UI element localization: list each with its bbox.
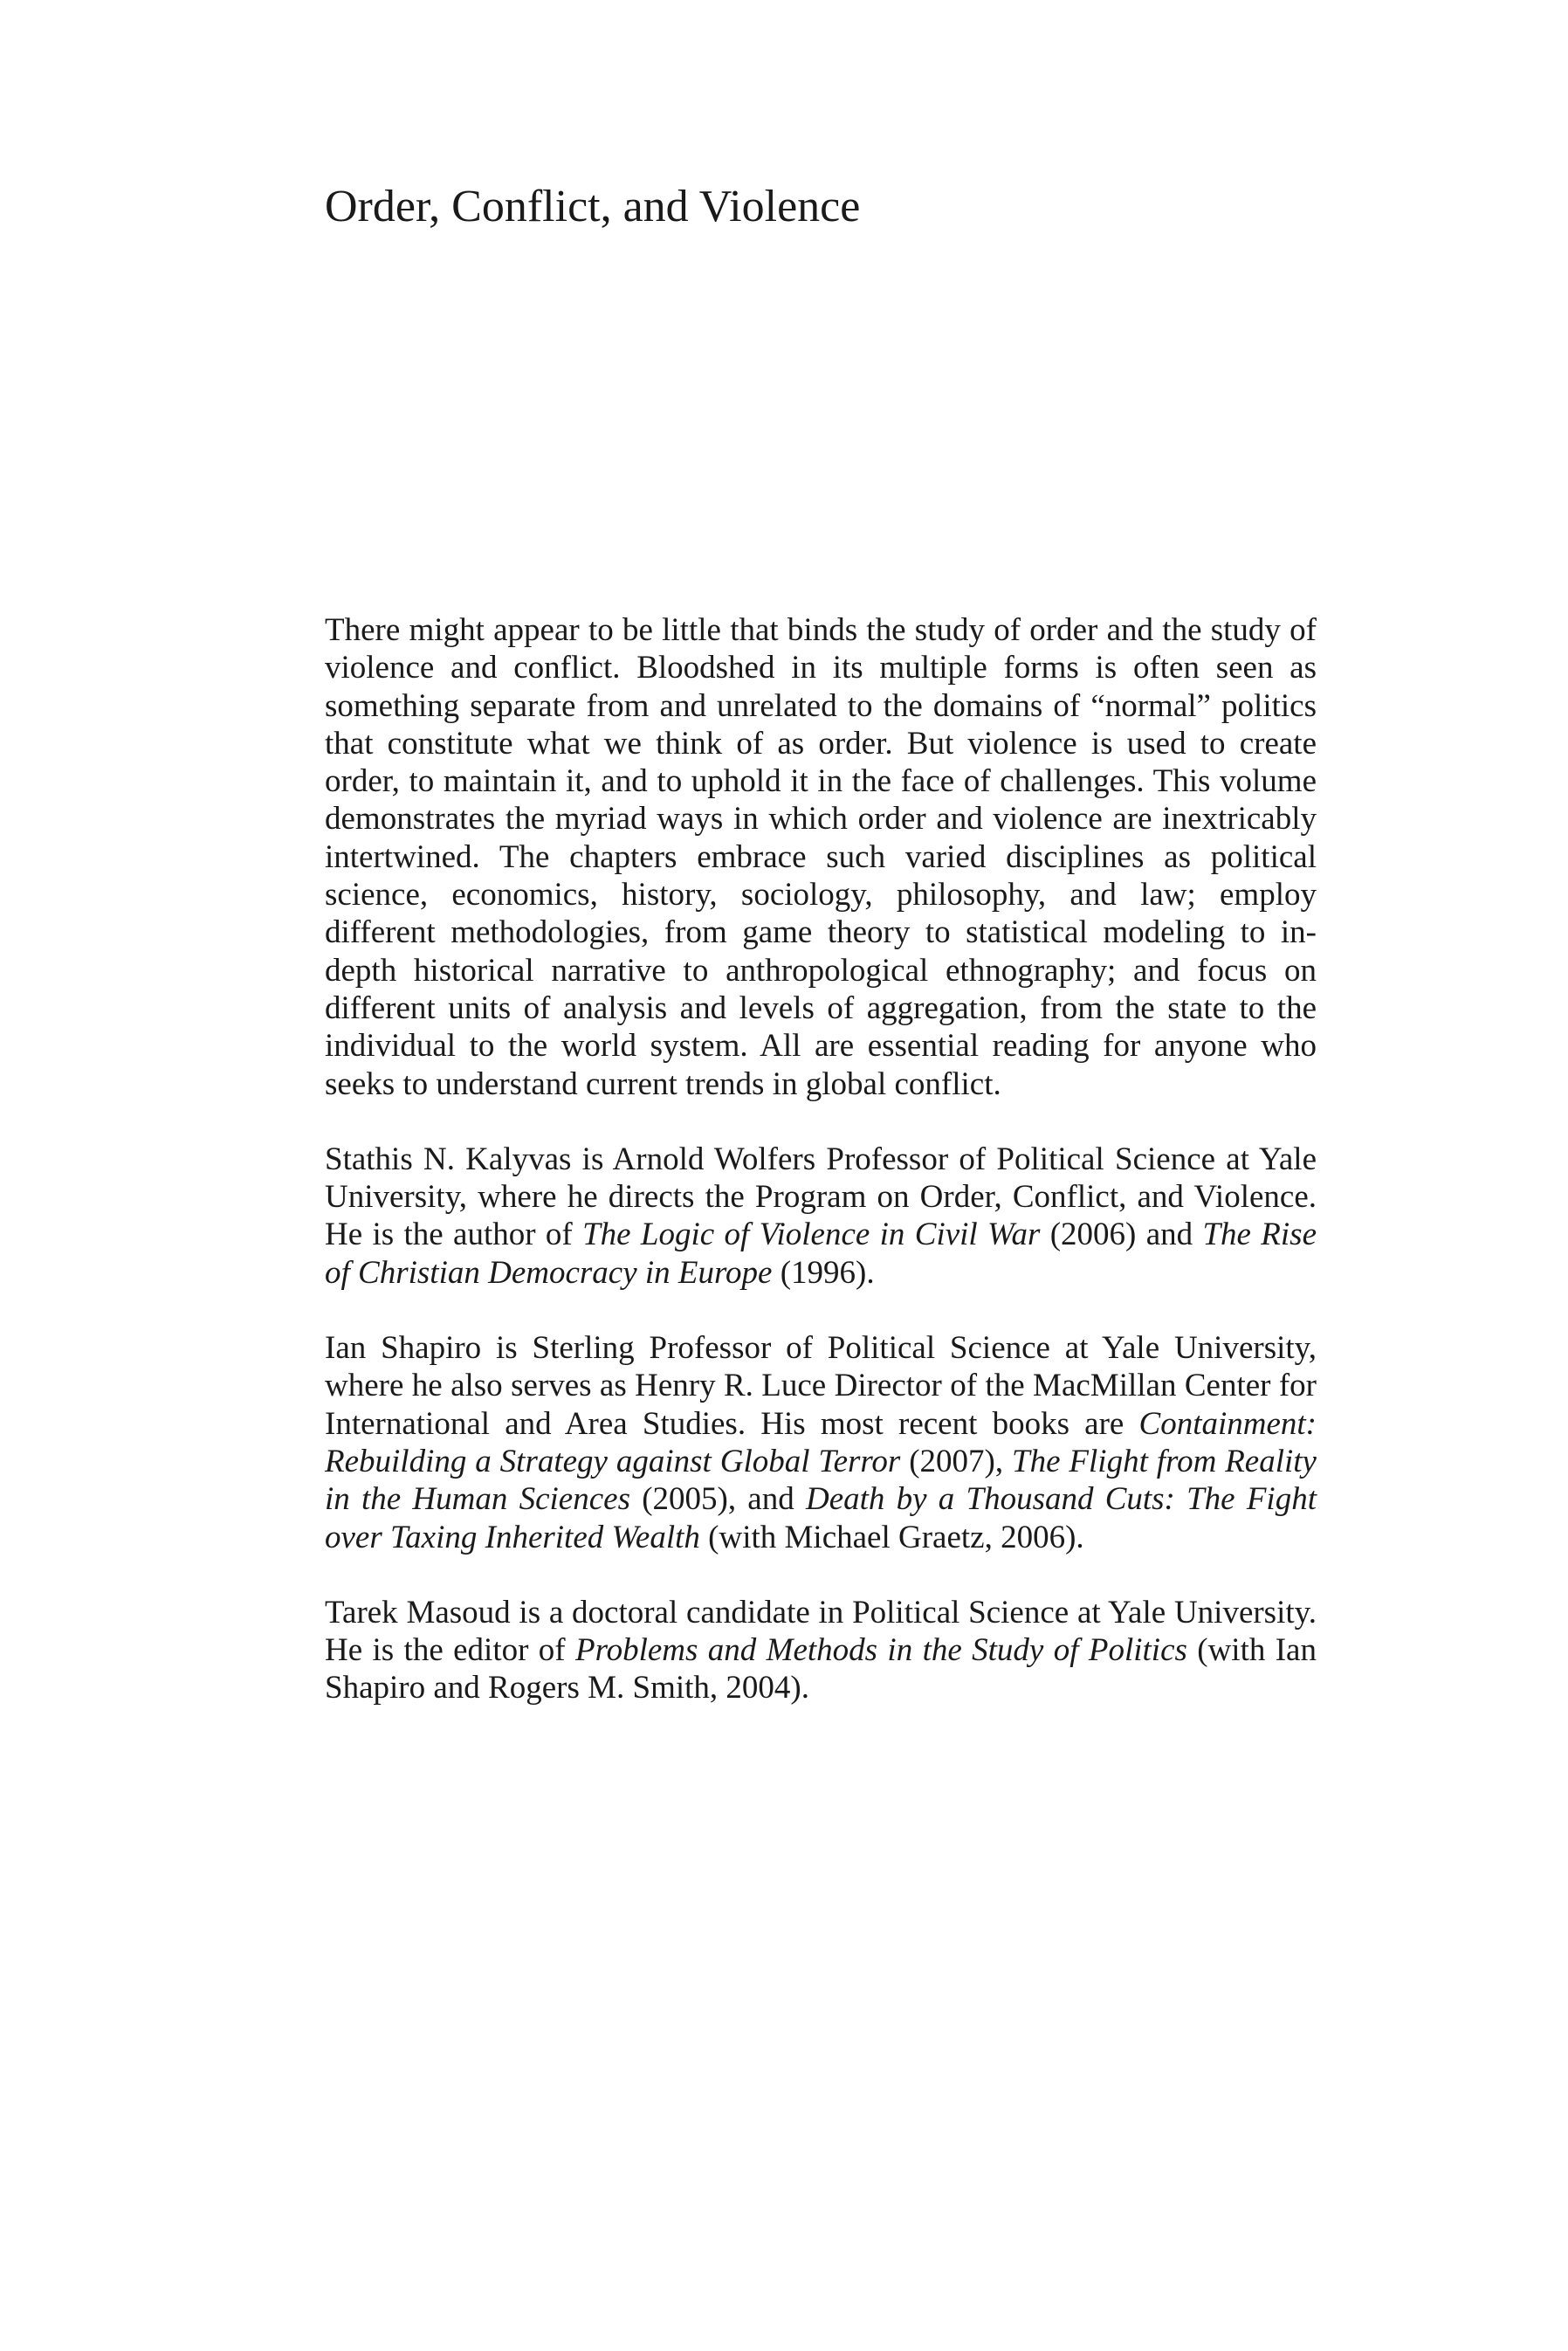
book-title: The Flight from Reality in the Human Sciences bbox=[325, 1443, 1317, 1518]
bio-text: (with Ian Shapiro and Rogers M. Smith, 2004). bbox=[325, 1632, 1317, 1706]
book-title: The Rise of Christian Democracy in Europe bbox=[325, 1217, 1317, 1291]
book-title: Containment: Rebuilding a Strategy against Global Terror bbox=[325, 1405, 1317, 1479]
text-block bbox=[325, 611, 1317, 1745]
book-title: The Logic of Violence in Civil War bbox=[582, 1217, 1041, 1253]
bio-text: (with Michael Graetz, 2006). bbox=[699, 1519, 1084, 1555]
author-bio-masoud bbox=[325, 1594, 1317, 1707]
book-title: Death by a Thousand Cuts: The Fight over Taxing Inherited Wealth bbox=[325, 1481, 1317, 1555]
bio-text: (2005), and bbox=[629, 1481, 806, 1518]
author-bio-shapiro bbox=[325, 1329, 1317, 1556]
bio-text: Stathis N. Kalyvas is Arnold Wolfers Professor of Political Science at Yale University, where he directs the Program on Order, Conflict, and Violence. He is the author of bbox=[325, 1141, 1317, 1253]
page-title: Order, Conflict, and Violence bbox=[325, 182, 861, 231]
bio-text: Tarek Masoud is a doctoral candidate in Political Science at Yale University. He is the editor of bbox=[325, 1594, 1317, 1669]
bio-text: (1996). bbox=[772, 1254, 875, 1291]
author-bio-kalyvas bbox=[325, 1141, 1317, 1292]
bio-text: Ian Shapiro is Sterling Professor of Political Science at Yale University, where he also serves as Henry R. Luce Director of the MacMillan Center for International and Area Studies. His most recent books are bbox=[325, 1330, 1317, 1442]
book-description: There might appear to be little that binds the study of order and the study of violence and conflict. Bloodshed in its multiple forms is often seen as something separate from and unrelated to the domains of “normal” politics that constitute what we think of as order. But violence is used to create order, to maintain it, and to uphold it in the face of challenges. This volume demonstrates the myriad ways in which order and violence are inextricably intertwined. The chapters embrace such varied disciplines as political science, economics, history, sociology, philosophy, and law; employ different methodologies, from game theory to statistical modeling to in-depth historical narrative to anthropological ethnography; and focus on different units of analysis and levels of aggregation, from the state to the individual to the world system. All are essential reading for anyone who seeks to understand current trends in global conflict. bbox=[325, 612, 1317, 1102]
book-title: Problems and Methods in the Study of Politics bbox=[574, 1632, 1187, 1669]
bio-text: (2006) and bbox=[1040, 1217, 1203, 1253]
bio-text: (2007), bbox=[900, 1443, 1013, 1479]
